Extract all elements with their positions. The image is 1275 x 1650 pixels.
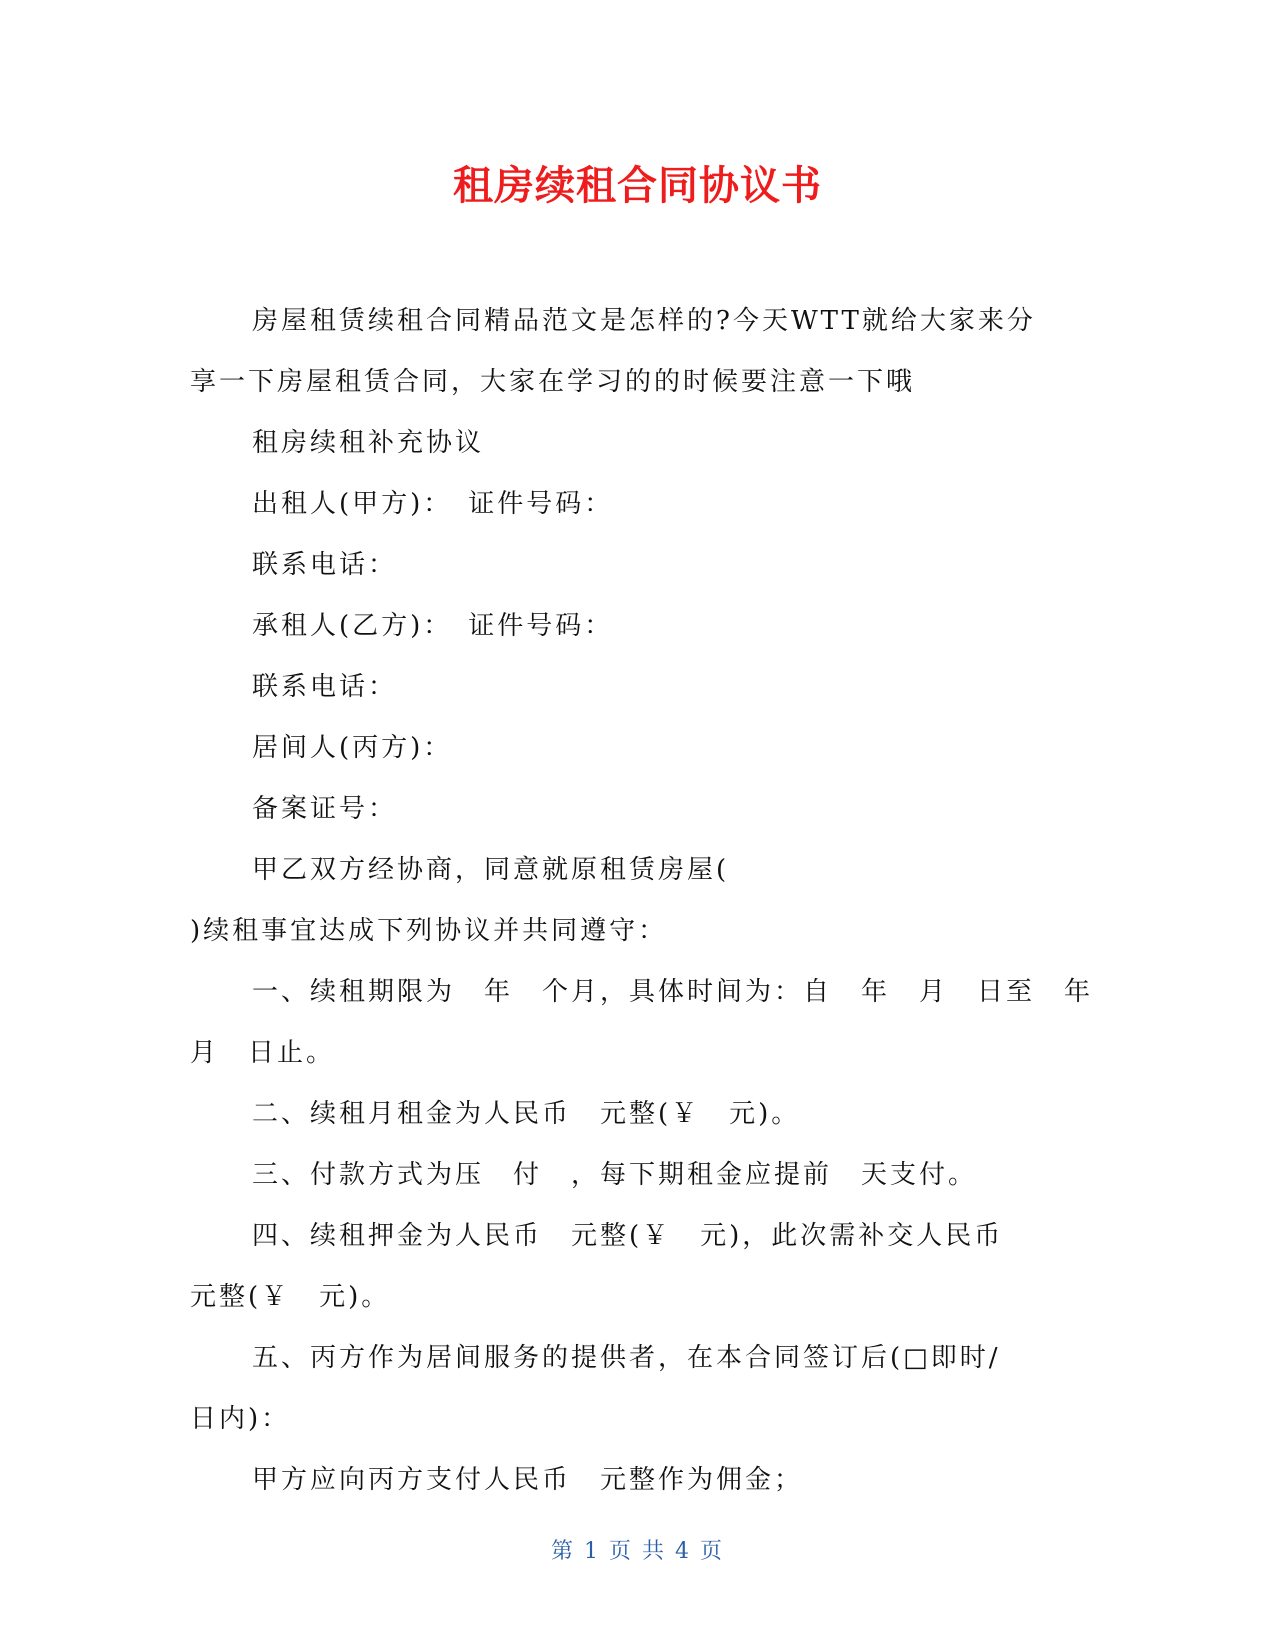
document-title: 租房续租合同协议书 [453, 163, 822, 209]
body-line: 四、续租押金为人民币 元整(￥ 元)，此次需补交人民币 [252, 1221, 1004, 1251]
body-line: 联系电话： [252, 550, 398, 580]
body-line: 租房续租补充协议 [252, 428, 485, 458]
body-line: )续租事宜达成下列协议并共同遵守： [190, 916, 668, 946]
body-line: 一、续租期限为 年 个月，具体时间为：自 年 月 日至 年 [252, 977, 1094, 1007]
body-line: 房屋租赁续租合同精品范文是怎样的?今天WTT就给大家来分 [252, 306, 1036, 336]
body-line: 二、续租月租金为人民币 元整(￥ 元)。 [252, 1099, 801, 1129]
page-number-footer: 第 1 页 共 4 页 [551, 1539, 724, 1564]
body-line: 享一下房屋租赁合同，大家在学习的的时候要注意一下哦 [190, 367, 916, 397]
body-line: 出租人(甲方)： 证件号码： [252, 489, 614, 519]
body-line: 甲方应向丙方支付人民币 元整作为佣金； [252, 1465, 804, 1495]
body-line: 元整(￥ 元)。 [190, 1282, 391, 1312]
body-line: 居间人(丙方)： [252, 733, 453, 763]
body-line: 日内)： [190, 1404, 291, 1434]
body-line: 备案证号： [252, 794, 398, 824]
body-line: 联系电话： [252, 672, 398, 702]
document-body [190, 291, 1094, 1511]
body-line: 五、丙方作为居间服务的提供者，在本合同签订后(□即时/ [252, 1343, 1001, 1373]
body-line: 三、付款方式为压 付 ，每下期租金应提前 天支付。 [252, 1160, 978, 1190]
body-line: 月 日止。 [190, 1038, 336, 1068]
body-line: 甲乙双方经协商，同意就原租赁房屋( [252, 855, 730, 885]
body-line: 承租人(乙方)： 证件号码： [252, 611, 614, 641]
